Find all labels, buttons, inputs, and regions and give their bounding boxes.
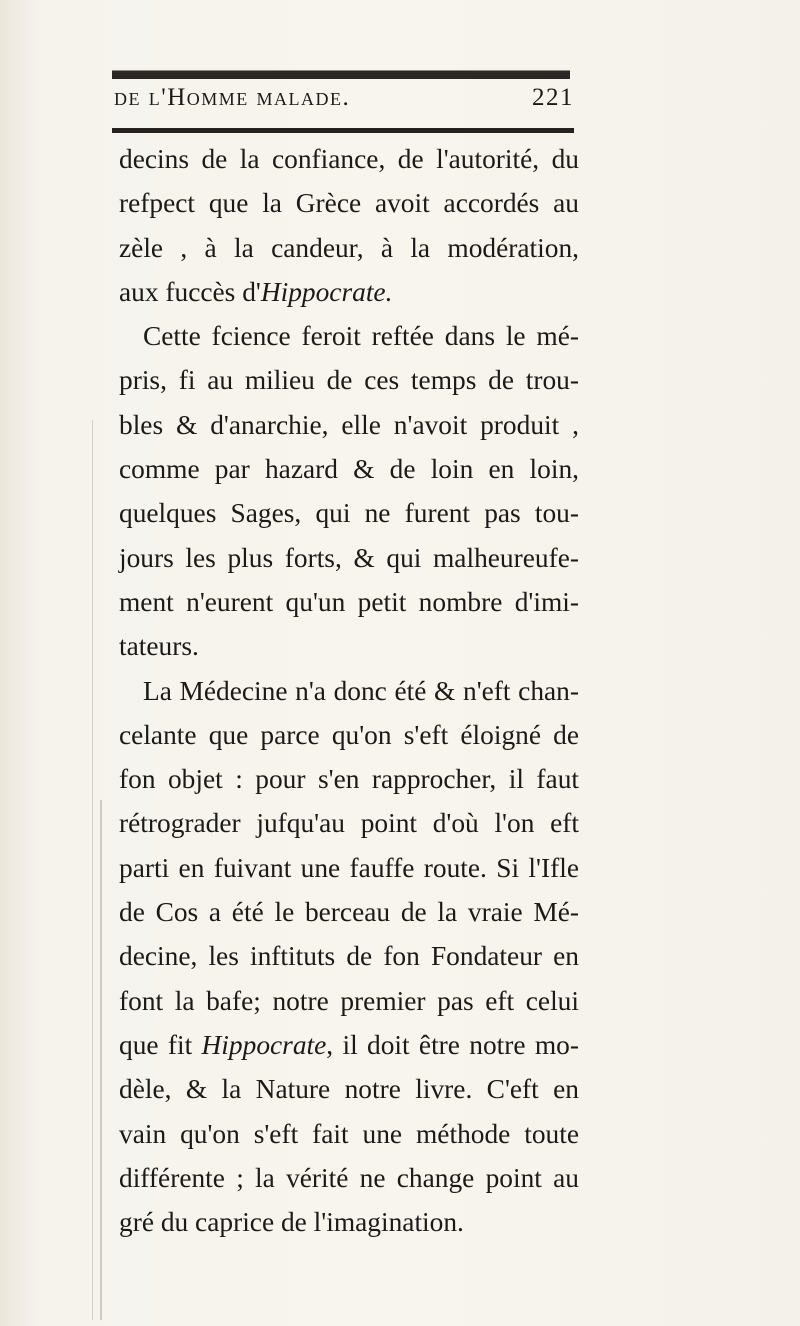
text-line: zèle , à la candeur, à la modération,	[119, 232, 579, 263]
text-segment: , il doit être notre mo-	[326, 1029, 579, 1060]
text-line: refpect que la Grèce avoit accordés au	[119, 188, 579, 219]
text-line: parti en fuivant une fauffe route. Si l'Ifle	[119, 852, 579, 883]
text-line: jours les plus forts, & qui malheureufe-	[119, 542, 579, 573]
text-line: fon objet : pour s'en rapprocher, il faut	[119, 764, 579, 795]
running-title: de l'Homme malade.	[114, 84, 351, 111]
text-line: decine, les inftituts de fon Fondateur en	[119, 941, 579, 972]
text-line: pris, fi au milieu de ces temps de trou-	[119, 365, 579, 396]
text-line: dèle, & la Nature notre livre. C'eft en	[119, 1074, 579, 1105]
paragraph-start-line: La Médecine n'a donc été & n'eft chan-	[143, 675, 579, 706]
paragraph-start-line: Cette fcience feroit reftée dans le mé-	[143, 321, 579, 352]
text-line: quelques Sages, qui ne furent pas tou-	[119, 498, 579, 529]
body-text	[119, 137, 579, 1244]
text-line	[119, 270, 579, 314]
text-line	[119, 1023, 579, 1067]
text-line: celante que parce qu'on s'eft éloigné de	[119, 719, 579, 750]
running-head	[114, 84, 574, 124]
header-rule-bottom	[112, 128, 574, 133]
text-line: ment n'eurent qu'un petit nombre d'imi-	[119, 586, 579, 617]
author-name-italic: Hippocrate	[201, 1029, 327, 1060]
author-name-italic: Hippocrate.	[260, 276, 393, 307]
header-rule-top	[112, 70, 570, 79]
text-line: comme par hazard & de loin en loin,	[119, 454, 579, 485]
text-line: de Cos a été le berceau de la vraie Mé-	[119, 897, 579, 928]
text-line: bles & d'anarchie, elle n'avoit produit ,	[119, 409, 579, 440]
text-segment: aux fuccès d'	[119, 276, 261, 307]
text-line: tateurs.	[119, 631, 199, 662]
text-line: decins de la confiance, de l'autorité, du	[119, 144, 579, 174]
gutter-line	[100, 800, 102, 1320]
page-number: 221	[532, 84, 574, 111]
text-segment: que fit	[119, 1029, 202, 1060]
text-line: différente ; la vérité ne change point au	[119, 1162, 579, 1193]
text-line: font la bafe; notre premier pas eft celui	[119, 985, 579, 1016]
gutter-shadow	[92, 420, 115, 1320]
text-line: vain qu'on s'eft fait une méthode toute	[119, 1118, 579, 1149]
text-line: gré du caprice de l'imagination.	[119, 1207, 464, 1238]
text-line: rétrograder jufqu'au point d'où l'on eft	[119, 808, 579, 839]
